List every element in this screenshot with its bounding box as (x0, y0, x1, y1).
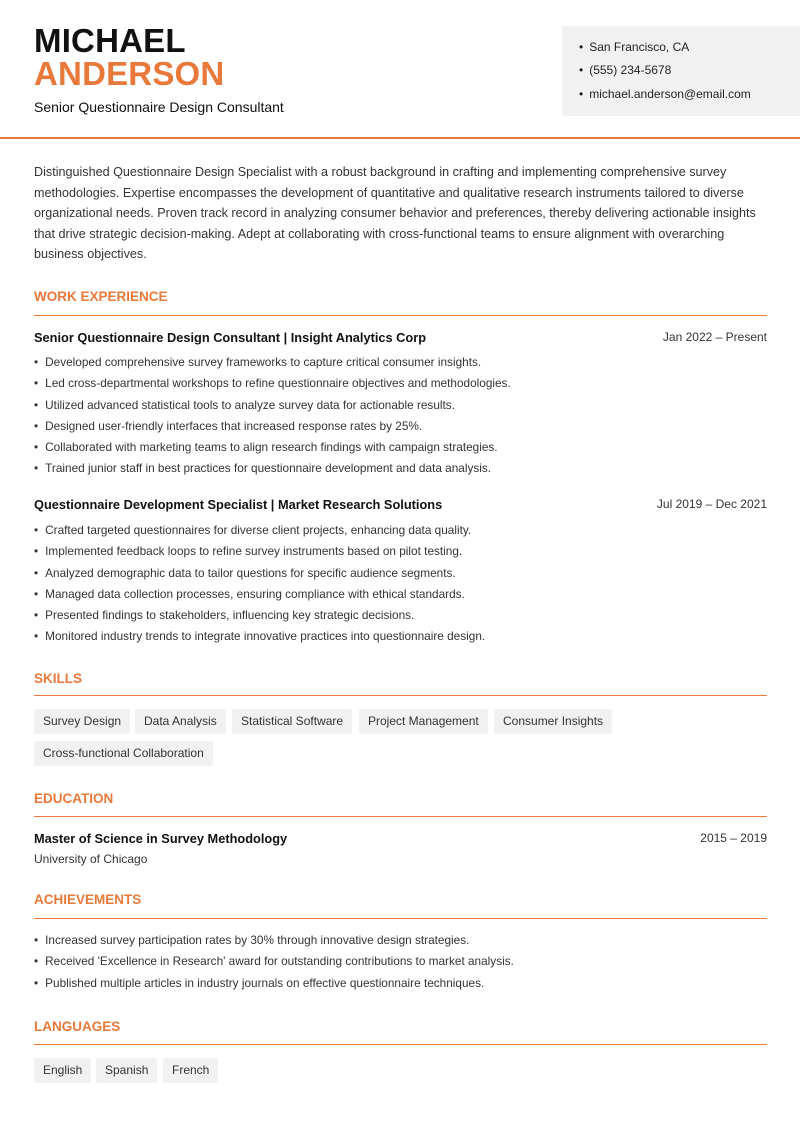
contact-email[interactable]: • michael.anderson@email.com (579, 87, 751, 101)
job-bullets (34, 352, 767, 480)
last-name: ANDERSON (34, 55, 225, 92)
section-divider (34, 918, 767, 919)
language-tag: French (163, 1058, 218, 1083)
list-item: • Crafted targeted questionnaires for diverse client projects, enhancing data quality. (34, 520, 767, 541)
section-divider (34, 695, 767, 696)
list-item: • Published multiple articles in industry journals on effective questionnaire techniques. (34, 973, 767, 994)
contact-location: • San Francisco, CA (579, 40, 689, 54)
contact-phone: • (555) 234-5678 (579, 63, 671, 77)
job-title: Senior Questionnaire Design Consultant (34, 99, 284, 115)
summary-paragraph: Distinguished Questionnaire Design Specialist with a robust background in crafting and implementing comprehensive survey methodologies. Expertise encompasses the development of quantitative and qualitative research instruments tailored to diverse organizational needs. Proven track record in analyzing consumer behavior and preferences, thereby delivering actionable insights that drive strategic decision-making. Adept at collaborating with cross-functional teams to ensure alignment with overarching business objectives. (34, 165, 756, 261)
skill-tag: Survey Design (34, 709, 130, 734)
list-item: • Presented findings to stakeholders, influencing key strategic decisions. (34, 605, 767, 626)
contact-box (562, 26, 800, 116)
job-dates: Jul 2019 – Dec 2021 (656, 497, 767, 511)
degree-title: Master of Science in Survey Methodology (34, 831, 288, 846)
achievements-heading: ACHIEVEMENTS (34, 892, 142, 907)
resume-header (0, 0, 800, 139)
section-divider (34, 315, 767, 316)
education-heading: EDUCATION (34, 791, 114, 806)
job-position-title: Questionnaire Development Specialist | Market Research Solutions (34, 497, 443, 512)
list-item: • Received 'Excellence in Research' award for outstanding contributions to market analysis. (34, 951, 767, 972)
skill-tag: Consumer Insights (494, 709, 612, 734)
section-divider (34, 1044, 767, 1045)
list-item: • Designed user-friendly interfaces that increased response rates by 25%. (34, 416, 767, 437)
achievements-list (34, 930, 767, 994)
language-tag: English (34, 1058, 91, 1083)
work-experience-heading: WORK EXPERIENCE (34, 289, 168, 304)
list-item: • Increased survey participation rates by 30% through innovative design strategies. (34, 930, 767, 951)
school-name: University of Chicago (34, 852, 148, 866)
skill-tag: Project Management (359, 709, 488, 734)
first-name: MICHAEL (34, 22, 186, 59)
skills-heading: SKILLS (34, 671, 83, 686)
list-item: • Led cross-departmental workshops to refine questionnaire objectives and methodologies. (34, 373, 767, 394)
list-item: • Utilized advanced statistical tools to analyze survey data for actionable results. (34, 395, 767, 416)
list-item: • Implemented feedback loops to refine survey instruments based on pilot testing. (34, 541, 767, 562)
skill-tag: Cross-functional Collaboration (34, 741, 213, 766)
list-item: • Trained junior staff in best practices for questionnaire development and data analysis. (34, 458, 767, 479)
skill-tag: Statistical Software (232, 709, 352, 734)
list-item: • Collaborated with marketing teams to align research findings with campaign strategies. (34, 437, 767, 458)
job-bullets (34, 520, 767, 648)
list-item: • Developed comprehensive survey frameworks to capture critical consumer insights. (34, 352, 767, 373)
education-dates: 2015 – 2019 (700, 831, 767, 845)
section-divider (34, 816, 767, 817)
job-dates: Jan 2022 – Present (662, 330, 767, 344)
list-item: • Monitored industry trends to integrate innovative practices into questionnaire design. (34, 626, 767, 647)
job-position-title: Senior Questionnaire Design Consultant | Insight Analytics Corp (34, 330, 427, 345)
list-item: • Analyzed demographic data to tailor questions for specific audience segments. (34, 563, 767, 584)
skill-tag: Data Analysis (135, 709, 226, 734)
language-tag: Spanish (96, 1058, 157, 1083)
list-item: • Managed data collection processes, ensuring compliance with ethical standards. (34, 584, 767, 605)
languages-heading: LANGUAGES (34, 1019, 121, 1034)
